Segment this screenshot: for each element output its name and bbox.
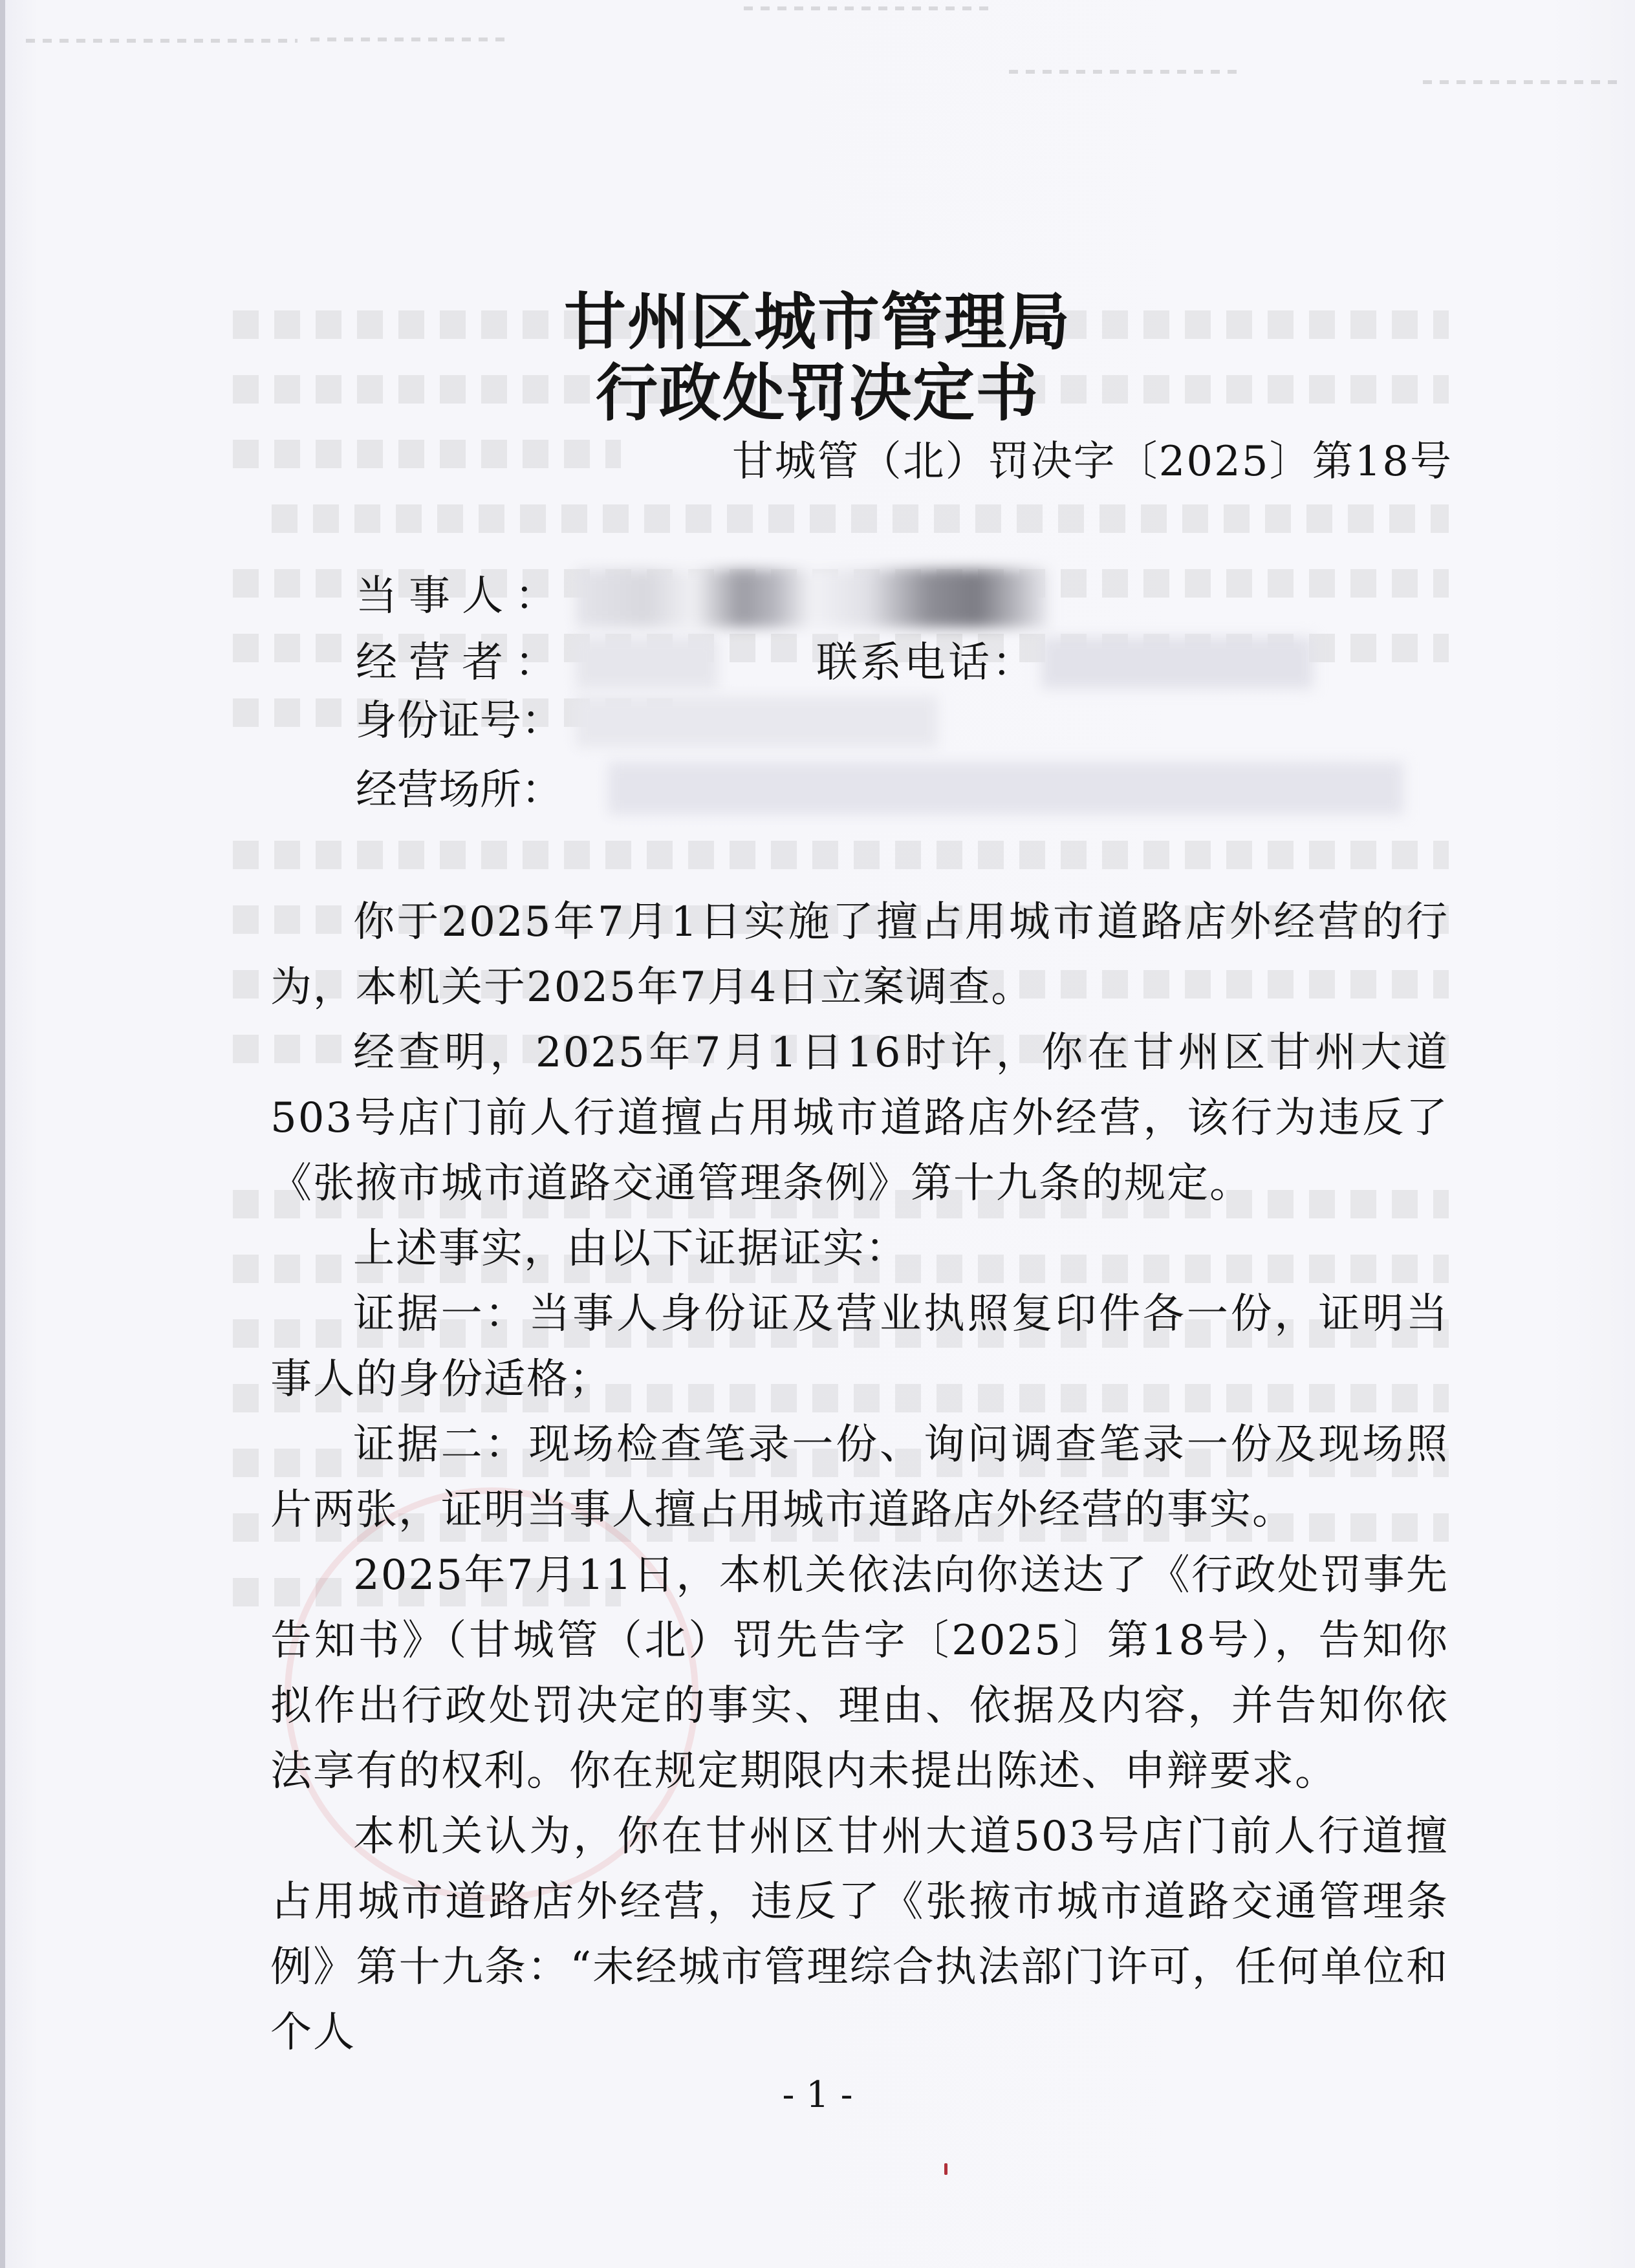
document-title-line2: 行政处罚决定书	[596, 356, 1039, 429]
party-label: 当事人：	[356, 572, 568, 620]
paragraph-case-filing: 你于2025年7月1日实施了擅占用城市道路店外经营的行为，本机关于2025年7月4日立案调查。	[270, 898, 1449, 1011]
paragraph-evidence-one: 证据一：当事人身份证及营业执照复印件各一份，证明当事人的身份适格；	[270, 1290, 1449, 1403]
paragraph-prior-notice: 2025年7月11日，本机关依法向你送达了《行政处罚事先告知书》（甘城管（北）罚先告字〔2025〕第18号），告知你拟作出行政处罚决定的事实、理由、依据及内容，并告知你依法享有的权利。你在规定期限内未提出陈述、申辩要求。	[270, 1551, 1449, 1795]
redacted-party-name	[576, 569, 1048, 627]
bleed-through-top	[0, 0, 1635, 97]
document-title-line1: 甘州区城市管理局	[564, 285, 1071, 358]
paragraph-investigation-findings: 经查明，2025年7月1日16时许，你在甘州区甘州大道503号店门前人行道擅占用城市道路店外经营，该行为违反了《张掖市城市道路交通管理条例》第十九条的规定。	[270, 1029, 1449, 1207]
redacted-operator	[576, 637, 718, 689]
operator-label: 经营者：	[356, 639, 568, 687]
redacted-phone	[1041, 637, 1313, 689]
phone-label: 联系电话：	[816, 639, 1036, 687]
ink-mark	[944, 2163, 947, 2175]
id-number-label: 身份证号：	[356, 697, 563, 745]
redacted-id-number	[576, 696, 938, 748]
document-number: 甘城管（北）罚决字〔2025〕第18号	[731, 438, 1453, 486]
page-number: - 1 -	[782, 2074, 853, 2116]
paragraph-authority-opinion: 本机关认为，你在甘州区甘州大道503号店门前人行道擅占用城市道路店外经营，违反了《张掖市城市道路交通管理条例》第十九条：“未经城市管理综合执法部门许可，任何单位和个人	[270, 1813, 1449, 2057]
redacted-business-place	[608, 762, 1403, 815]
paragraph-evidence-intro: 上述事实，由以下证据证实：	[353, 1225, 908, 1273]
business-place-label: 经营场所：	[356, 766, 563, 814]
decision-body	[270, 890, 1449, 2066]
paragraph-evidence-two: 证据二：现场检查笔录一份、询问调查笔录一份及现场照片两张，证明当事人擅占用城市道路店外经营的事实。	[270, 1421, 1449, 1534]
